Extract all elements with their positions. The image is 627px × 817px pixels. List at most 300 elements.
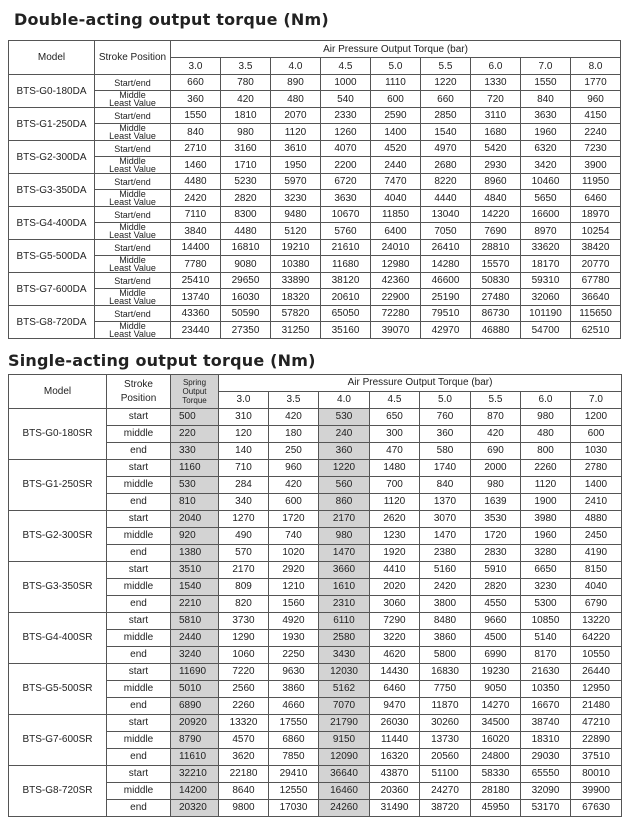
stroke-middle: [95, 322, 171, 339]
single-acting-body: [9, 375, 622, 817]
value-cell: 1220: [319, 460, 370, 477]
value-cell: 5650: [521, 190, 571, 207]
value-cell: 480: [521, 426, 571, 443]
value-cell: 6650: [521, 562, 571, 579]
pressure-header: Air Pressure Output Torque (bar): [219, 375, 622, 392]
stroke-middle: [95, 289, 171, 306]
stroke-position-cell: start: [107, 613, 171, 630]
value-cell: 1460: [171, 157, 221, 174]
value-cell: 24010: [371, 240, 421, 256]
value-cell: 480: [271, 91, 321, 108]
value-cell: 80010: [571, 766, 622, 783]
value-cell: 1550: [171, 108, 221, 124]
value-cell: 2710: [171, 141, 221, 157]
value-cell: 79510: [421, 306, 471, 322]
spring-torque-cell: 500: [171, 409, 219, 426]
value-cell: 3070: [420, 511, 471, 528]
value-cell: 960: [269, 460, 319, 477]
model-cell: BTS-G4-400DA: [9, 207, 95, 240]
stroke-position-cell: start: [107, 664, 171, 681]
table-row: [9, 207, 621, 223]
spring-torque-cell: 8790: [171, 732, 219, 749]
single-acting-title: Single-acting output torque (Nm): [8, 351, 316, 370]
value-cell: 1680: [471, 124, 521, 141]
least-value-label: Least Value: [109, 329, 156, 339]
value-cell: 2620: [370, 511, 420, 528]
value-cell: 24270: [420, 783, 471, 800]
value-cell: 1120: [271, 124, 321, 141]
value-cell: 38720: [420, 800, 471, 817]
value-cell: 54700: [521, 322, 571, 339]
spring-header-line3: Torque: [182, 396, 207, 405]
value-cell: 12950: [571, 681, 622, 698]
value-cell: 540: [321, 91, 371, 108]
pressure-value: 4.0: [271, 58, 321, 75]
value-cell: 1770: [571, 75, 621, 91]
value-cell: 9470: [370, 698, 420, 715]
middle-label: Middle: [119, 288, 146, 298]
value-cell: 67780: [571, 273, 621, 289]
value-cell: 1639: [471, 494, 521, 511]
value-cell: 38120: [321, 273, 371, 289]
value-cell: 11850: [371, 207, 421, 223]
value-cell: 2580: [319, 630, 370, 647]
value-cell: 21610: [321, 240, 371, 256]
stroke-position-cell: end: [107, 647, 171, 664]
value-cell: 19230: [471, 664, 521, 681]
spring-torque-cell: 920: [171, 528, 219, 545]
value-cell: 1120: [521, 477, 571, 494]
table-row: [9, 409, 622, 426]
value-cell: 4660: [269, 698, 319, 715]
pressure-value: 5.0: [420, 392, 471, 409]
value-cell: 3860: [269, 681, 319, 698]
pressure-value: 3.5: [221, 58, 271, 75]
value-cell: 14400: [171, 240, 221, 256]
value-cell: 1950: [271, 157, 321, 174]
value-cell: 13040: [421, 207, 471, 223]
value-cell: 24800: [471, 749, 521, 766]
value-cell: 24260: [319, 800, 370, 817]
table-row: [9, 108, 621, 124]
value-cell: 4500: [471, 630, 521, 647]
value-cell: 7050: [421, 223, 471, 240]
value-cell: 1110: [371, 75, 421, 91]
value-cell: 2680: [421, 157, 471, 174]
spring-torque-cell: 530: [171, 477, 219, 494]
spring-torque-cell: 14200: [171, 783, 219, 800]
value-cell: 2310: [319, 596, 370, 613]
value-cell: 840: [171, 124, 221, 141]
value-cell: 4150: [571, 108, 621, 124]
value-cell: 2830: [471, 545, 521, 562]
value-cell: 16600: [521, 207, 571, 223]
value-cell: 1030: [571, 443, 622, 460]
value-cell: 1270: [219, 511, 269, 528]
value-cell: 1480: [370, 460, 420, 477]
value-cell: 360: [171, 91, 221, 108]
value-cell: 32060: [521, 289, 571, 306]
table-row: [9, 91, 621, 108]
value-cell: 20610: [321, 289, 371, 306]
spring-torque-cell: 32210: [171, 766, 219, 783]
value-cell: 4040: [371, 190, 421, 207]
value-cell: 37510: [571, 749, 622, 766]
stroke-position-header: [107, 375, 171, 409]
value-cell: 43870: [370, 766, 420, 783]
value-cell: 980: [521, 409, 571, 426]
value-cell: 420: [269, 409, 319, 426]
value-cell: 120: [219, 426, 269, 443]
value-cell: 13730: [420, 732, 471, 749]
value-cell: 5420: [471, 141, 521, 157]
model-header: Model: [9, 41, 95, 75]
value-cell: 4410: [370, 562, 420, 579]
value-cell: 3730: [219, 613, 269, 630]
value-cell: 250: [269, 443, 319, 460]
model-cell: BTS-G0-180SR: [9, 409, 107, 460]
value-cell: 660: [171, 75, 221, 91]
value-cell: 62510: [571, 322, 621, 339]
value-cell: 3160: [221, 141, 271, 157]
stroke-start-end: Start/end: [95, 306, 171, 322]
value-cell: 710: [219, 460, 269, 477]
value-cell: 1920: [370, 545, 420, 562]
value-cell: 34500: [471, 715, 521, 732]
value-cell: 6990: [471, 647, 521, 664]
pressure-value: 5.0: [371, 58, 421, 75]
pressure-value: 3.0: [171, 58, 221, 75]
value-cell: 4070: [321, 141, 371, 157]
value-cell: 2000: [471, 460, 521, 477]
stroke-start-end: Start/end: [95, 273, 171, 289]
value-cell: 13740: [171, 289, 221, 306]
value-cell: 42360: [371, 273, 421, 289]
value-cell: 8960: [471, 174, 521, 190]
value-cell: 3800: [420, 596, 471, 613]
spring-torque-cell: 330: [171, 443, 219, 460]
value-cell: 4550: [471, 596, 521, 613]
value-cell: 67630: [571, 800, 622, 817]
value-cell: 2410: [571, 494, 622, 511]
model-cell: BTS-G3-350DA: [9, 174, 95, 207]
model-cell: BTS-G7-600SR: [9, 715, 107, 766]
value-cell: 420: [269, 477, 319, 494]
value-cell: 3280: [521, 545, 571, 562]
value-cell: 4480: [221, 223, 271, 240]
spring-header-line2: Output: [182, 387, 207, 396]
model-cell: BTS-G8-720DA: [9, 306, 95, 339]
value-cell: 3900: [571, 157, 621, 174]
value-cell: 6320: [521, 141, 571, 157]
value-cell: 660: [421, 91, 471, 108]
value-cell: 4620: [370, 647, 420, 664]
value-cell: 15570: [471, 256, 521, 273]
pressure-value: 6.0: [471, 58, 521, 75]
spring-torque-cell: 1380: [171, 545, 219, 562]
table-row: [9, 223, 621, 240]
stroke-middle: [95, 256, 171, 273]
value-cell: 28180: [471, 783, 521, 800]
value-cell: 10550: [571, 647, 622, 664]
value-cell: 490: [219, 528, 269, 545]
single-acting-table: [8, 374, 622, 817]
value-cell: 23440: [171, 322, 221, 339]
value-cell: 72280: [371, 306, 421, 322]
value-cell: 820: [219, 596, 269, 613]
pressure-value: 7.0: [571, 392, 622, 409]
value-cell: 240: [319, 426, 370, 443]
spring-torque-cell: 810: [171, 494, 219, 511]
value-cell: 5162: [319, 681, 370, 698]
value-cell: 2560: [219, 681, 269, 698]
value-cell: 840: [420, 477, 471, 494]
stroke-position-cell: middle: [107, 426, 171, 443]
value-cell: 7220: [219, 664, 269, 681]
value-cell: 2420: [420, 579, 471, 596]
value-cell: 46600: [421, 273, 471, 289]
value-cell: 600: [571, 426, 622, 443]
value-cell: 2200: [321, 157, 371, 174]
value-cell: 1810: [221, 108, 271, 124]
spring-torque-cell: 11610: [171, 749, 219, 766]
model-cell: BTS-G3-350SR: [9, 562, 107, 613]
value-cell: 46880: [471, 322, 521, 339]
value-cell: 14280: [421, 256, 471, 273]
table-row: [9, 256, 621, 273]
least-value-label: Least Value: [109, 197, 156, 207]
value-cell: 3860: [420, 630, 471, 647]
value-cell: 2920: [269, 562, 319, 579]
value-cell: 10670: [321, 207, 371, 223]
table-row: [9, 613, 622, 630]
stroke-position-cell: start: [107, 562, 171, 579]
value-cell: 809: [219, 579, 269, 596]
value-cell: 4480: [171, 174, 221, 190]
value-cell: 65050: [321, 306, 371, 322]
value-cell: 1720: [269, 511, 319, 528]
value-cell: 2260: [521, 460, 571, 477]
value-cell: 18170: [521, 256, 571, 273]
value-cell: 2930: [471, 157, 521, 174]
value-cell: 1960: [521, 124, 571, 141]
value-cell: 18320: [271, 289, 321, 306]
value-cell: 3530: [471, 511, 521, 528]
value-cell: 11680: [321, 256, 371, 273]
value-cell: 22900: [371, 289, 421, 306]
value-cell: 3230: [271, 190, 321, 207]
value-cell: 180: [269, 426, 319, 443]
value-cell: 420: [471, 426, 521, 443]
stroke-header-line2: Position: [120, 392, 157, 404]
value-cell: 21790: [319, 715, 370, 732]
spring-torque-cell: 5810: [171, 613, 219, 630]
value-cell: 14220: [471, 207, 521, 223]
value-cell: 20360: [370, 783, 420, 800]
model-cell: BTS-G1-250DA: [9, 108, 95, 141]
value-cell: 12980: [371, 256, 421, 273]
model-cell: BTS-G4-400SR: [9, 613, 107, 664]
value-cell: 36640: [319, 766, 370, 783]
model-cell: BTS-G2-300DA: [9, 141, 95, 174]
least-value-label: Least Value: [109, 131, 156, 141]
value-cell: 2420: [171, 190, 221, 207]
value-cell: 12550: [269, 783, 319, 800]
stroke-position-cell: start: [107, 511, 171, 528]
value-cell: 1370: [420, 494, 471, 511]
value-cell: 980: [221, 124, 271, 141]
value-cell: 22180: [219, 766, 269, 783]
value-cell: 21630: [521, 664, 571, 681]
value-cell: 2170: [219, 562, 269, 579]
value-cell: 8970: [521, 223, 571, 240]
value-cell: 7750: [420, 681, 471, 698]
value-cell: 4520: [371, 141, 421, 157]
spring-output-torque-header: [171, 375, 219, 409]
stroke-position-cell: middle: [107, 528, 171, 545]
value-cell: 58330: [471, 766, 521, 783]
spring-torque-cell: 3510: [171, 562, 219, 579]
value-cell: 4920: [269, 613, 319, 630]
value-cell: 19210: [271, 240, 321, 256]
value-cell: 690: [471, 443, 521, 460]
value-cell: 580: [420, 443, 471, 460]
value-cell: 1610: [319, 579, 370, 596]
stroke-middle: [95, 190, 171, 207]
value-cell: 9630: [269, 664, 319, 681]
value-cell: 6720: [321, 174, 371, 190]
value-cell: 4190: [571, 545, 622, 562]
value-cell: 340: [219, 494, 269, 511]
value-cell: 50830: [471, 273, 521, 289]
value-cell: 470: [370, 443, 420, 460]
value-cell: 2330: [321, 108, 371, 124]
value-cell: 1930: [269, 630, 319, 647]
value-cell: 1720: [471, 528, 521, 545]
value-cell: 4040: [571, 579, 622, 596]
value-cell: 38420: [571, 240, 621, 256]
table-row: [9, 715, 622, 732]
value-cell: 360: [420, 426, 471, 443]
value-cell: 31250: [271, 322, 321, 339]
value-cell: 20560: [420, 749, 471, 766]
value-cell: 16670: [521, 698, 571, 715]
spring-torque-cell: 20320: [171, 800, 219, 817]
value-cell: 4440: [421, 190, 471, 207]
value-cell: 840: [521, 91, 571, 108]
value-cell: 980: [319, 528, 370, 545]
value-cell: 6110: [319, 613, 370, 630]
value-cell: 64220: [571, 630, 622, 647]
value-cell: 5910: [471, 562, 521, 579]
value-cell: 6460: [571, 190, 621, 207]
value-cell: 27480: [471, 289, 521, 306]
value-cell: 20770: [571, 256, 621, 273]
table-row: [9, 240, 621, 256]
table-row: [9, 306, 621, 322]
table-row: [9, 141, 621, 157]
double-acting-body: [9, 41, 621, 339]
value-cell: 860: [319, 494, 370, 511]
stroke-position-cell: start: [107, 460, 171, 477]
spring-torque-cell: 11690: [171, 664, 219, 681]
value-cell: 6400: [371, 223, 421, 240]
model-cell: BTS-G0-180DA: [9, 75, 95, 108]
value-cell: 2850: [421, 108, 471, 124]
spring-torque-cell: 3240: [171, 647, 219, 664]
spring-torque-cell: 2440: [171, 630, 219, 647]
table-row: [9, 75, 621, 91]
value-cell: 10254: [571, 223, 621, 240]
value-cell: 780: [221, 75, 271, 91]
value-cell: 29030: [521, 749, 571, 766]
value-cell: 1740: [420, 460, 471, 477]
value-cell: 9660: [471, 613, 521, 630]
stroke-position-cell: end: [107, 749, 171, 766]
least-value-label: Least Value: [109, 98, 156, 108]
value-cell: 1020: [269, 545, 319, 562]
value-cell: 890: [271, 75, 321, 91]
spring-header-line1: Spring: [182, 378, 207, 387]
value-cell: 1200: [571, 409, 622, 426]
stroke-start-end: Start/end: [95, 141, 171, 157]
spring-torque-cell: 2210: [171, 596, 219, 613]
value-cell: 740: [269, 528, 319, 545]
value-cell: 600: [371, 91, 421, 108]
value-cell: 4880: [571, 511, 622, 528]
model-cell: BTS-G1-250SR: [9, 460, 107, 511]
pressure-value: 3.5: [269, 392, 319, 409]
value-cell: 3630: [521, 108, 571, 124]
value-cell: 1960: [521, 528, 571, 545]
table-row: [9, 766, 622, 783]
value-cell: 12030: [319, 664, 370, 681]
value-cell: 16020: [471, 732, 521, 749]
stroke-middle: [95, 157, 171, 174]
value-cell: 1400: [571, 477, 622, 494]
pressure-value: 5.5: [471, 392, 521, 409]
stroke-start-end: Start/end: [95, 108, 171, 124]
value-cell: 14430: [370, 664, 420, 681]
value-cell: 9150: [319, 732, 370, 749]
value-cell: 47210: [571, 715, 622, 732]
value-cell: 57820: [271, 306, 321, 322]
value-cell: 115650: [571, 306, 621, 322]
value-cell: 26030: [370, 715, 420, 732]
value-cell: 140: [219, 443, 269, 460]
stroke-middle: [95, 223, 171, 240]
value-cell: 9080: [221, 256, 271, 273]
value-cell: 4840: [471, 190, 521, 207]
stroke-position-cell: end: [107, 494, 171, 511]
value-cell: 720: [471, 91, 521, 108]
table-row: [9, 157, 621, 174]
value-cell: 2820: [221, 190, 271, 207]
stroke-position-cell: middle: [107, 477, 171, 494]
pressure-value: 5.5: [421, 58, 471, 75]
value-cell: 5120: [271, 223, 321, 240]
value-cell: 530: [319, 409, 370, 426]
value-cell: 2070: [271, 108, 321, 124]
value-cell: 870: [471, 409, 521, 426]
stroke-position-cell: end: [107, 698, 171, 715]
value-cell: 7780: [171, 256, 221, 273]
value-cell: 7850: [269, 749, 319, 766]
value-cell: 7110: [171, 207, 221, 223]
value-cell: 39070: [371, 322, 421, 339]
stroke-position-cell: end: [107, 443, 171, 460]
value-cell: 1290: [219, 630, 269, 647]
